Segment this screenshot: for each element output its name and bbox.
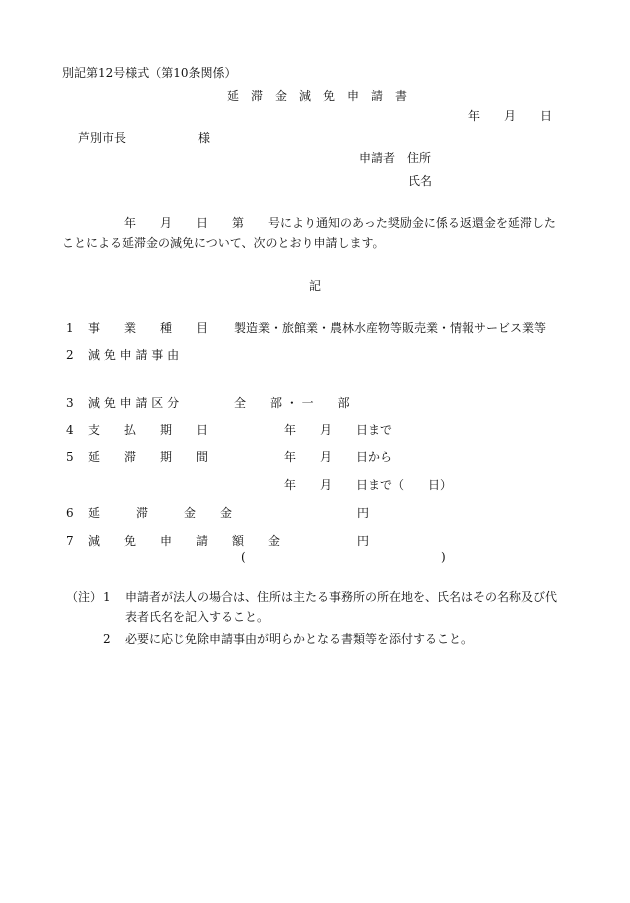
item-label: 減 免 申 請 区 分 <box>88 396 180 410</box>
note-text-line-1: 申請者が法人の場合は、住所は主たる事務所の所在地を、氏名はその名称及び代 <box>125 590 558 604</box>
item-label: 減 免 申 請 事 由 <box>88 348 180 362</box>
addressee: 芦別市長 様 <box>78 131 211 145</box>
applicant-name-label: 氏名 <box>408 174 433 188</box>
item-value: 全 部 ・ 一 部 <box>234 396 350 410</box>
note-number: 1 <box>103 590 111 604</box>
item-number: 6 <box>66 506 74 520</box>
item-label: 延 滞 期 間 <box>88 450 209 464</box>
item-number: 1 <box>66 321 74 335</box>
note-number: 2 <box>103 632 111 646</box>
item-label: 減 免 申 請 額 金 <box>88 534 281 548</box>
body-line-1: 年 月 日 第 号により通知のあった奨励金に係る返還金を延滞した <box>124 216 556 230</box>
note-text: 必要に応じ免除申請事由が明らかとなる書類等を添付すること。 <box>125 632 474 646</box>
form-label: 別記第12号様式（第10条関係） <box>62 66 237 80</box>
item-number: 2 <box>66 348 74 362</box>
item-unit: 円 <box>357 506 370 520</box>
section-mark: 記 <box>309 279 322 293</box>
note-text-line-2: 表者氏名を記入すること。 <box>125 610 270 624</box>
item-number: 4 <box>66 423 74 437</box>
item-number: 7 <box>66 534 74 548</box>
item-label: 延 滞 金 金 <box>88 506 233 520</box>
body-line-2: ことによる延滞金の減免について、次のとおり申請します。 <box>62 236 385 250</box>
item-unit: 円 <box>357 534 370 548</box>
item-label: 事 業 種 目 <box>88 321 209 335</box>
applicant-address-label: 申請者 住所 <box>359 151 432 165</box>
item-number: 5 <box>66 450 74 464</box>
item-value: 年 月 日から <box>284 450 393 464</box>
item-value: 年 月 日まで <box>284 423 393 437</box>
paren-open: ( <box>241 550 246 564</box>
notes-prefix: （注） <box>66 590 103 604</box>
date-line: 年 月 日 <box>468 109 553 123</box>
item-label: 支 払 期 日 <box>88 423 209 437</box>
item-number: 3 <box>66 396 74 410</box>
document-title: 延 滞 金 減 免 申 請 書 <box>227 89 408 103</box>
paren-close: ) <box>441 550 446 564</box>
item-value-2: 年 月 日まで（ 日） <box>284 478 453 492</box>
item-value: 製造業・旅館業・農林水産物等販売業・情報サービス業等 <box>234 321 547 335</box>
